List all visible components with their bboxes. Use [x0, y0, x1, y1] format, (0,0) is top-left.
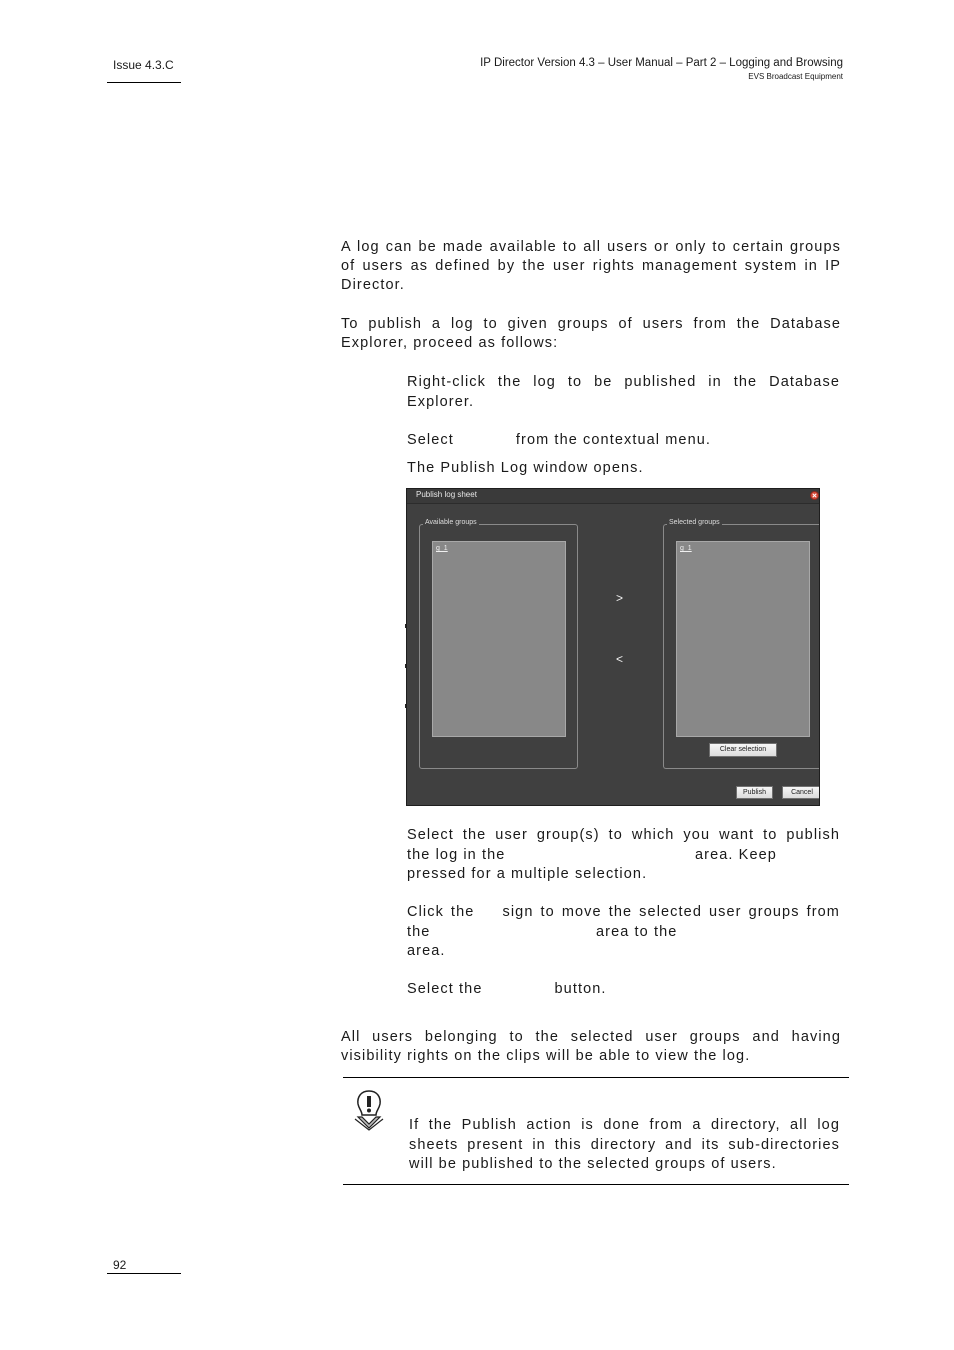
publish-button[interactable]: Publish [736, 786, 773, 799]
step-5: Select the button. [407, 981, 607, 997]
note-icon [352, 1089, 386, 1131]
available-groups-list[interactable] [432, 541, 566, 737]
available-groups-box [419, 519, 578, 769]
available-group-item[interactable]: g_1 [436, 545, 448, 552]
selected-groups-label: Selected groups [669, 519, 720, 526]
note-bottom-rule [343, 1184, 849, 1185]
selected-groups-box [663, 519, 820, 769]
cancel-button[interactable]: Cancel [782, 786, 820, 799]
move-left-button[interactable]: < [616, 652, 624, 666]
header-rule-left [107, 82, 181, 83]
close-icon[interactable] [810, 491, 819, 500]
clear-selection-button[interactable]: Clear selection [709, 743, 777, 757]
step-2: Select from the contextual menu. [407, 432, 712, 448]
step-3: Select the user group(s) to which you want to publish the log in the area. Keep pressed for a multiple selection. [407, 827, 840, 882]
issue-label: Issue 4.3.C [113, 58, 174, 72]
manual-title: IP Director Version 4.3 – User Manual – Part 2 – Logging and Browsing [480, 57, 843, 69]
step-1: Right-click the log to be published in the Database Explorer. [407, 374, 840, 410]
available-groups-label: Available groups [425, 519, 477, 526]
company-name: EVS Broadcast Equipment [748, 72, 843, 81]
dialog-title: Publish log sheet [416, 490, 477, 499]
intro-paragraph-2: To publish a log to given groups of users from the Database Explorer, proceed as follows: [341, 316, 841, 351]
publish-log-dialog [406, 488, 820, 806]
selected-group-item[interactable]: g_1 [680, 545, 692, 552]
step-4: Click the sign to move the selected user groups from the area to the area. [407, 904, 840, 959]
selected-groups-list[interactable] [676, 541, 810, 737]
step-2-result: The Publish Log window opens. [407, 460, 644, 476]
dialog-titlebar [407, 489, 819, 504]
intro-paragraph-1: A log can be made available to all users or only to certain groups of users as defined by the user rights management system in IP Director. [341, 239, 841, 293]
note-text: If the Publish action is done from a directory, all log sheets present in this directory and its sub-directories will be published to the selected groups of users. [409, 1117, 840, 1172]
page-number: 92 [113, 1258, 127, 1272]
move-right-button[interactable]: > [616, 591, 624, 605]
outro-paragraph: All users belonging to the selected user groups and having visibility rights on the clips will be able to view the log. [341, 1029, 841, 1064]
footer-rule [107, 1273, 181, 1274]
note-top-rule [343, 1077, 849, 1078]
